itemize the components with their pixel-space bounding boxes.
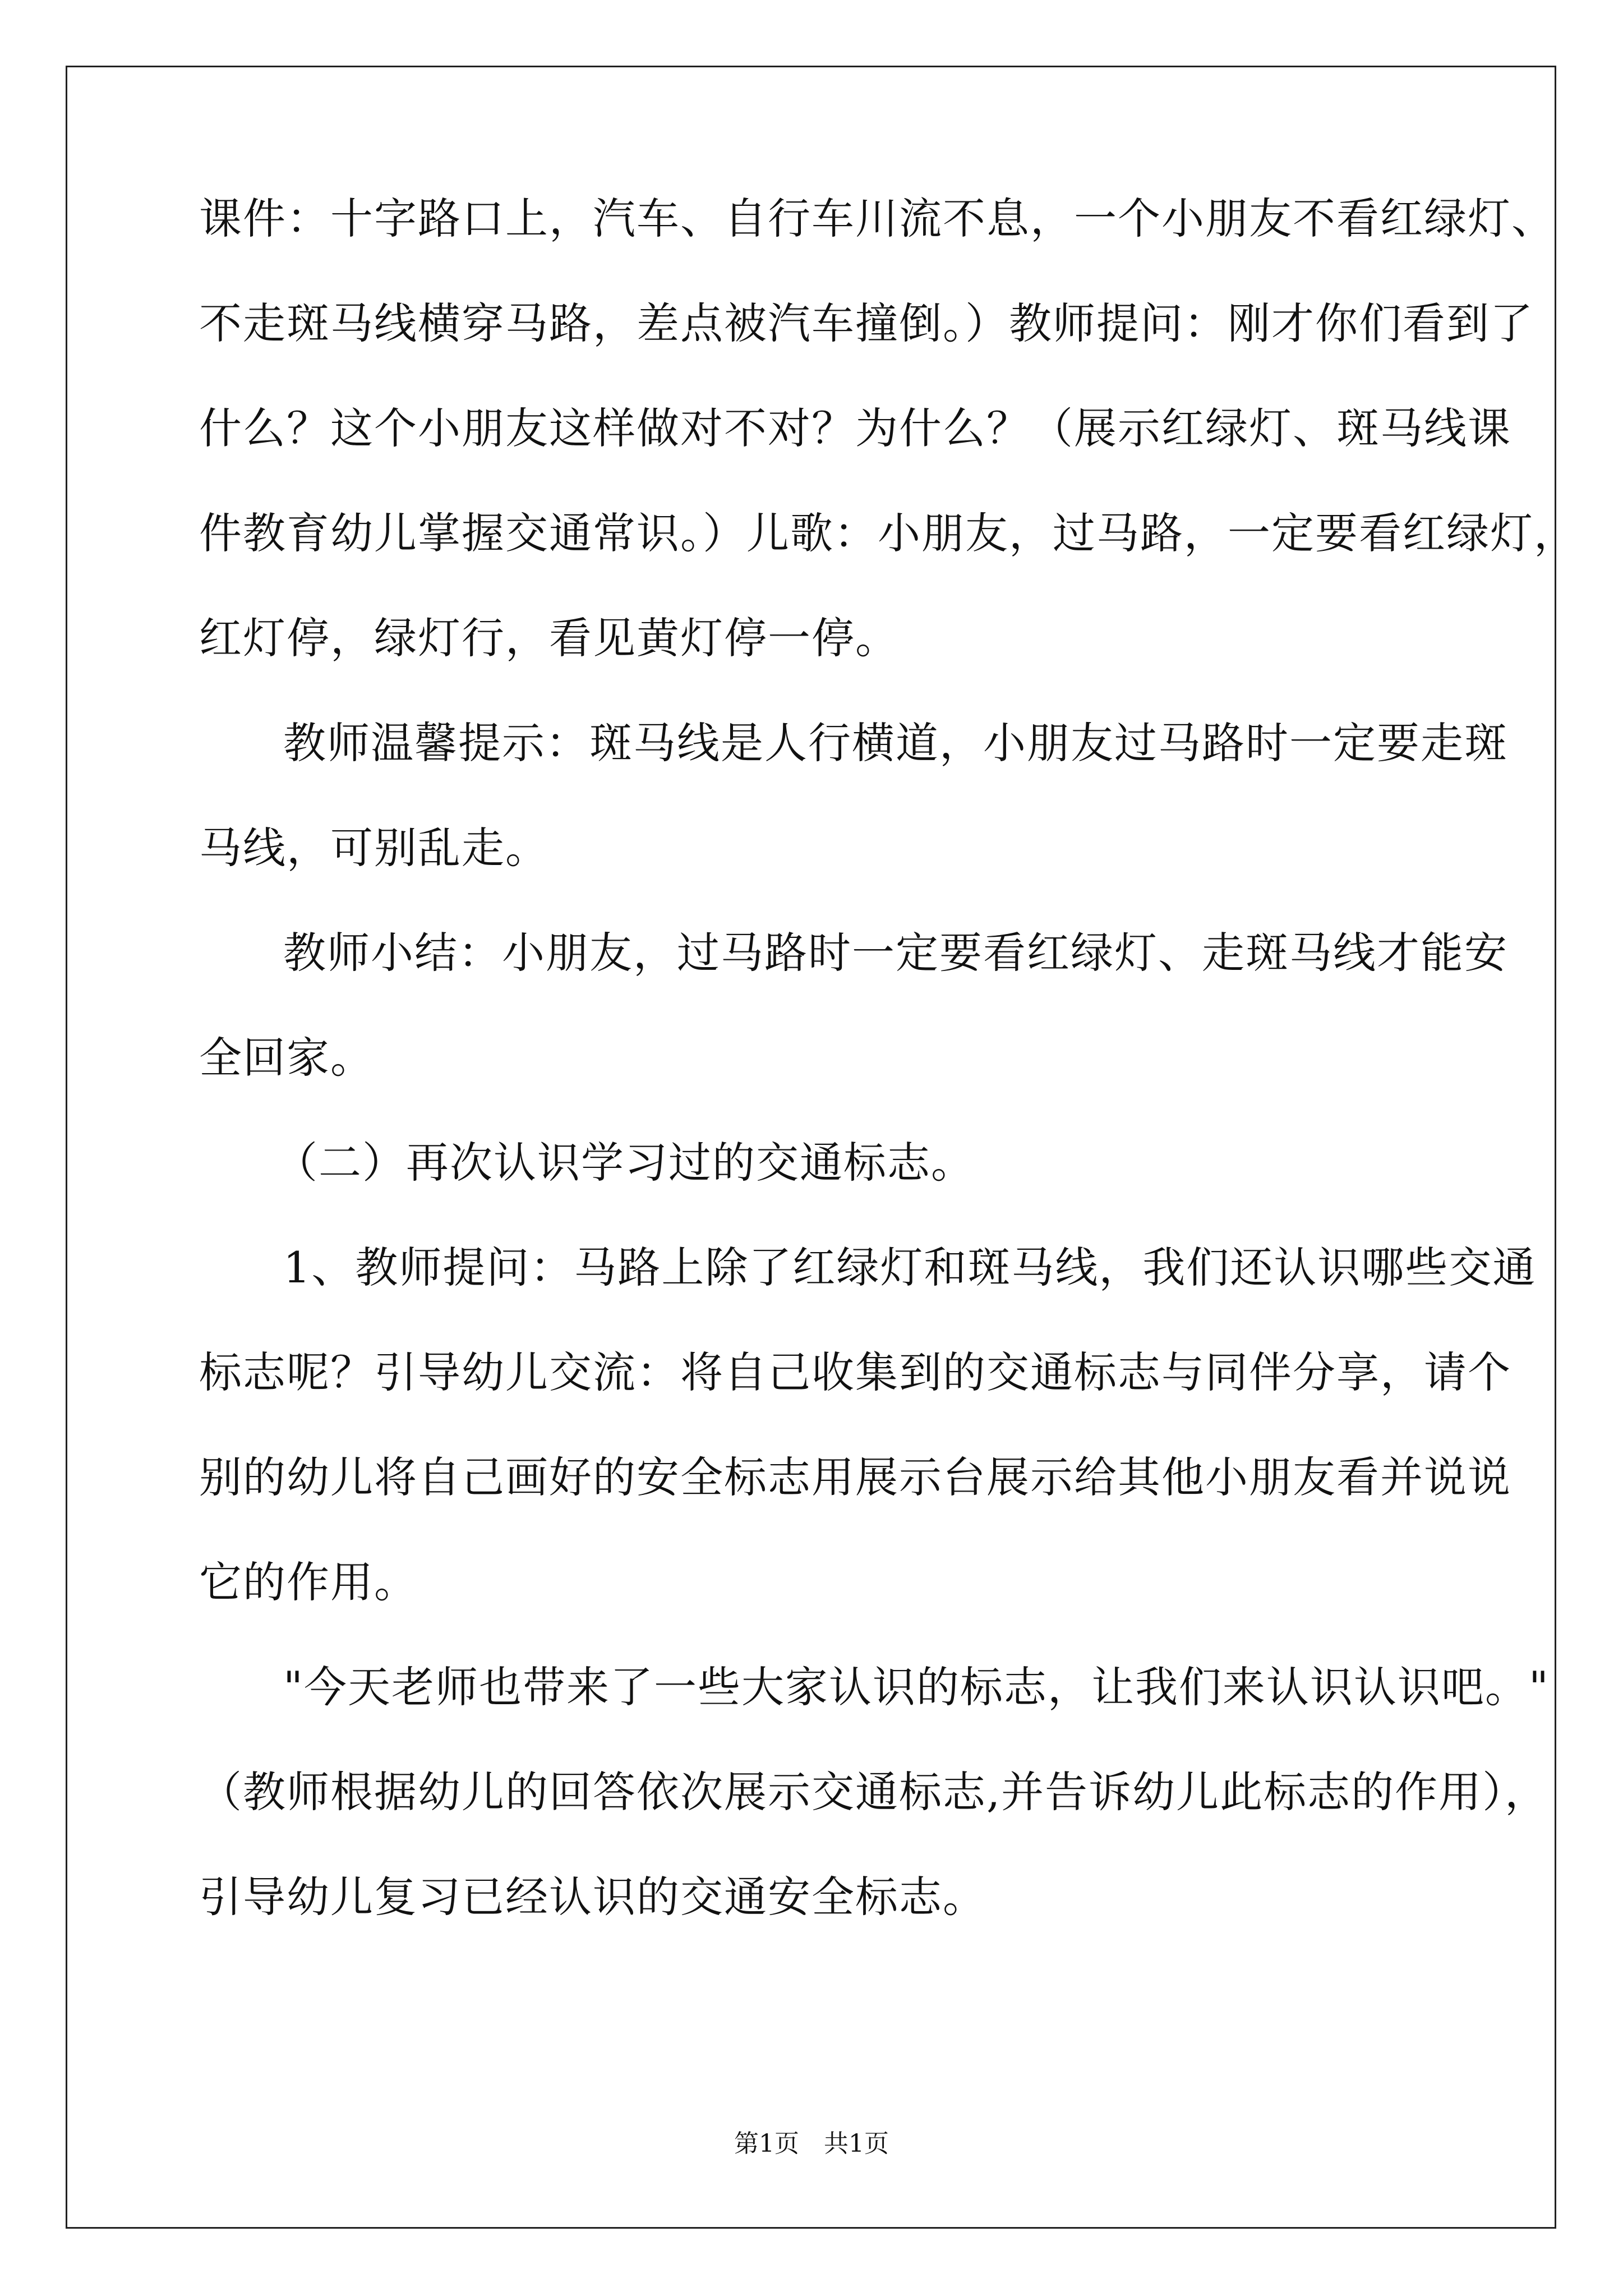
paragraph-line: 教师温馨提示：斑马线是人行横道，小朋友过马路时一定要走斑: [283, 718, 1508, 768]
paragraph-line: 红灯停，绿灯行，看见黄灯停一停。: [199, 613, 899, 663]
paragraph-line: 别的幼儿将自己画好的安全标志用展示台展示给其他小朋友看并说说: [199, 1452, 1511, 1502]
paragraph-line: 全回家。: [199, 1033, 374, 1083]
paragraph-line: 1、教师提问：马路上除了红绿灯和斑马线，我们还认识哪些交通: [283, 1243, 1537, 1292]
section-heading: （二）再次认识学习过的交通标志。: [275, 1138, 975, 1188]
paragraph-line: "今天老师也带来了一些大家认识的标志，让我们来认识认识吧。": [283, 1662, 1550, 1712]
paragraph-line: 不走斑马线横穿马路，差点被汽车撞倒。）教师提问：刚才你们看到了: [199, 298, 1534, 348]
paragraph-line: 引导幼儿复习已经认识的交通安全标志。: [199, 1872, 986, 1922]
paragraph-line: （教师根据幼儿的回答依次展示交通标志,并告诉幼儿此标志的作用），: [199, 1767, 1549, 1817]
paragraph-line: 马线，可别乱走。: [199, 823, 549, 873]
paragraph-line: 件教育幼儿掌握交通常识。）儿歌：小朋友，过马路，一定要看红绿灯，: [199, 508, 1578, 558]
page-number-footer: 第1页 共1页: [734, 2129, 889, 2158]
paragraph-line: 教师小结：小朋友，过马路时一定要看红绿灯、走斑马线才能安: [283, 928, 1508, 978]
paragraph-line: 课件：十字路口上，汽车、自行车川流不息，一个小朋友不看红绿灯、: [199, 194, 1555, 243]
paragraph-line: 标志呢？引导幼儿交流：将自己收集到的交通标志与同伴分享，请个: [199, 1347, 1511, 1397]
paragraph-line: 它的作用。: [199, 1557, 418, 1607]
paragraph-line: 什么？这个小朋友这样做对不对？为什么？（展示红绿灯、斑马线课: [199, 403, 1511, 453]
